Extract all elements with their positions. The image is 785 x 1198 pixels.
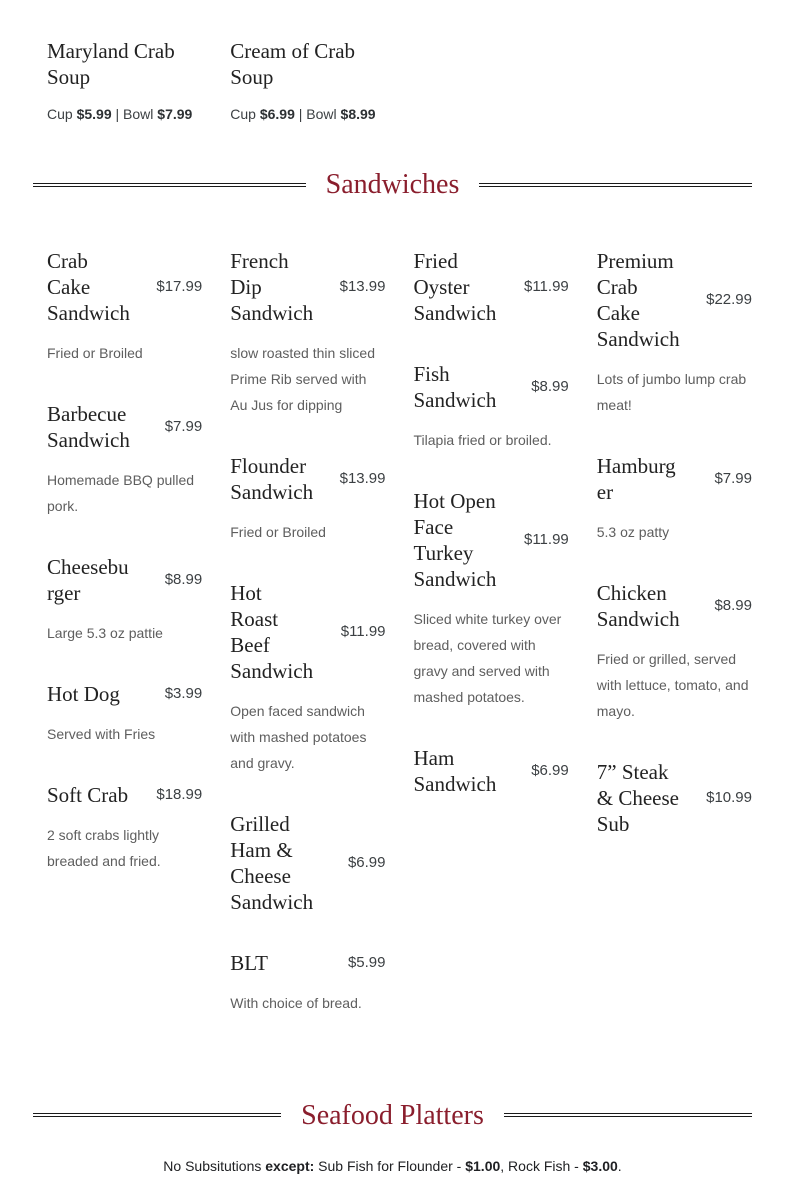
note-text: . bbox=[617, 1158, 622, 1175]
item-name: Soft Crab bbox=[47, 782, 129, 807]
item-head bbox=[414, 745, 569, 797]
item-description: Fried or grilled, served with lettuce, tomato, and mayo. bbox=[596, 650, 749, 719]
menu-item-crab-cake-sandwich bbox=[47, 248, 202, 366]
item-description: Sliced white turkey over bread, covered with gravy and served with mashed potatoes. bbox=[413, 610, 562, 705]
item-name: Fish Sandwich bbox=[413, 361, 497, 412]
item-description: 2 soft crabs lightly breaded and fried. bbox=[47, 826, 161, 869]
double-rule-left bbox=[33, 183, 306, 187]
menu-item-grilled-ham-cheese-sandwich bbox=[230, 811, 385, 915]
empty-cell bbox=[414, 38, 569, 122]
double-rule-right bbox=[504, 1113, 752, 1117]
menu-column-1 bbox=[47, 248, 202, 1051]
item-price: $22.99 bbox=[706, 291, 752, 309]
item-head bbox=[47, 782, 202, 808]
section-title-sandwiches: Sandwiches bbox=[325, 169, 460, 200]
sandwich-grid bbox=[33, 248, 752, 1051]
note-bold-except: except: bbox=[265, 1158, 315, 1175]
item-name: Hot Dog bbox=[47, 681, 120, 706]
item-description: Homemade BBQ pulled pork. bbox=[47, 471, 195, 514]
item-price-line bbox=[230, 106, 385, 122]
bowl-label: | Bowl bbox=[111, 106, 158, 122]
empty-cell bbox=[597, 38, 752, 122]
menu-column-4 bbox=[597, 248, 752, 1051]
menu-item-flounder-sandwich bbox=[230, 453, 385, 545]
item-description: With choice of bread. bbox=[230, 994, 362, 1011]
item-head bbox=[597, 580, 752, 632]
item-head bbox=[47, 248, 202, 326]
item-name: Ham Sandwich bbox=[413, 745, 497, 796]
item-head bbox=[47, 554, 202, 606]
item-head bbox=[47, 401, 202, 453]
item-price: $11.99 bbox=[523, 278, 569, 296]
menu-item-hot-dog bbox=[47, 681, 202, 747]
item-head bbox=[414, 361, 569, 413]
item-description: Fried or Broiled bbox=[230, 523, 326, 540]
item-name: Chicken Sandwich bbox=[596, 580, 680, 631]
item-description: 5.3 oz patty bbox=[596, 523, 670, 540]
item-price: $13.99 bbox=[339, 278, 386, 296]
item-name: Hot Roast Beef Sandwich bbox=[230, 580, 314, 683]
note-text: Sub Fish for Flounder - bbox=[314, 1158, 466, 1175]
menu-item-ham-sandwich bbox=[414, 745, 569, 797]
item-price: $8.99 bbox=[164, 571, 203, 589]
item-name: Cream of Crab Soup bbox=[230, 39, 356, 89]
item-price: $3.99 bbox=[164, 685, 203, 703]
item-name: BLT bbox=[230, 950, 268, 975]
menu-item-blt bbox=[230, 950, 385, 1016]
item-description: slow roasted thin sliced Prime Rib served with Au Jus for dipping bbox=[230, 344, 375, 413]
item-description: Fried or Broiled bbox=[47, 344, 143, 361]
menu-item-soft-crab bbox=[47, 782, 202, 874]
item-price: $6.99 bbox=[531, 762, 569, 780]
item-head bbox=[597, 759, 752, 837]
item-head bbox=[230, 453, 385, 505]
menu-item-fried-oyster-sandwich bbox=[414, 248, 569, 326]
item-price: $7.99 bbox=[164, 418, 203, 436]
menu-item-barbecue-sandwich bbox=[47, 401, 202, 519]
item-price: $11.99 bbox=[523, 531, 569, 549]
menu-item-premium-crab-cake-sandwich bbox=[597, 248, 752, 418]
note-bold-price-1: $1.00 bbox=[465, 1158, 501, 1175]
note-text: No Subsitutions bbox=[163, 1158, 266, 1175]
item-description: Large 5.3 oz pattie bbox=[47, 624, 163, 641]
item-price: $5.99 bbox=[347, 954, 386, 972]
item-description: Tilapia fried or broiled. bbox=[413, 431, 552, 448]
cup-price: $6.99 bbox=[259, 106, 295, 122]
item-name: Cheeseburger bbox=[47, 554, 129, 605]
item-price-line bbox=[47, 106, 202, 122]
bowl-price: $7.99 bbox=[157, 106, 193, 122]
item-name: Premium Crab Cake Sandwich bbox=[596, 248, 680, 351]
menu-item-hot-roast-beef-sandwich bbox=[230, 580, 385, 776]
item-name: Barbecue Sandwich bbox=[47, 401, 130, 452]
substitution-note bbox=[33, 1158, 752, 1174]
item-price: $11.99 bbox=[340, 623, 386, 641]
double-rule-left bbox=[33, 1113, 281, 1117]
item-name: Crab Cake Sandwich bbox=[47, 248, 130, 325]
item-description: Served with Fries bbox=[47, 725, 156, 742]
cup-label: Cup bbox=[230, 106, 260, 122]
item-name: French Dip Sandwich bbox=[230, 248, 314, 325]
item-name: Flounder Sandwich bbox=[230, 453, 314, 504]
item-head bbox=[597, 248, 752, 352]
menu-item-hot-open-face-turkey-sandwich bbox=[414, 488, 569, 710]
item-price: $8.99 bbox=[531, 378, 569, 396]
menu-item-chicken-sandwich bbox=[597, 580, 752, 724]
bowl-price: $8.99 bbox=[340, 106, 376, 122]
item-price: $13.99 bbox=[339, 470, 386, 488]
sandwiches-section-header bbox=[33, 168, 752, 202]
item-price: $8.99 bbox=[714, 597, 752, 615]
bowl-label: | Bowl bbox=[294, 106, 341, 122]
item-price: $7.99 bbox=[714, 470, 752, 488]
menu-column-3 bbox=[414, 248, 569, 1051]
item-name: Maryland Crab Soup bbox=[47, 39, 175, 89]
item-head bbox=[230, 248, 385, 326]
double-rule-right bbox=[479, 183, 752, 187]
note-text: , Rock Fish - bbox=[500, 1158, 583, 1175]
menu-item-hamburger bbox=[597, 453, 752, 545]
item-head bbox=[47, 681, 202, 707]
item-price: $10.99 bbox=[706, 789, 752, 807]
menu-item-maryland-crab-soup bbox=[47, 38, 202, 122]
menu-column-2 bbox=[230, 248, 385, 1051]
item-name: Hamburger bbox=[596, 453, 676, 504]
item-head bbox=[230, 811, 385, 915]
item-head bbox=[230, 580, 385, 684]
soup-section bbox=[33, 38, 752, 122]
item-price: $17.99 bbox=[156, 278, 203, 296]
cup-label: Cup bbox=[47, 106, 77, 122]
cup-price: $5.99 bbox=[76, 106, 112, 122]
item-head bbox=[414, 248, 569, 326]
seafood-platters-section-header bbox=[33, 1099, 752, 1133]
item-price: $18.99 bbox=[156, 786, 203, 804]
item-description: Open faced sandwich with mashed potatoes and gravy. bbox=[230, 702, 367, 771]
item-head bbox=[230, 950, 385, 976]
item-name: Hot Open Face Turkey Sandwich bbox=[413, 488, 497, 591]
item-name: Fried Oyster Sandwich bbox=[413, 248, 497, 325]
item-description: Lots of jumbo lump crab meat! bbox=[596, 370, 747, 413]
item-price: $6.99 bbox=[347, 854, 386, 872]
item-head bbox=[597, 453, 752, 505]
note-bold-price-2: $3.00 bbox=[582, 1158, 618, 1175]
section-title-seafood-platters: Seafood Platters bbox=[301, 1099, 484, 1131]
menu-item-cream-of-crab-soup bbox=[230, 38, 385, 122]
item-name: Grilled Ham & Cheese Sandwich bbox=[230, 811, 314, 914]
menu-item-french-dip-sandwich bbox=[230, 248, 385, 418]
menu-item-fish-sandwich bbox=[414, 361, 569, 453]
menu-item-steak-cheese-sub bbox=[597, 759, 752, 837]
item-head bbox=[414, 488, 569, 592]
item-name: 7” Steak & Cheese Sub bbox=[596, 759, 679, 836]
menu-item-cheeseburger bbox=[47, 554, 202, 646]
